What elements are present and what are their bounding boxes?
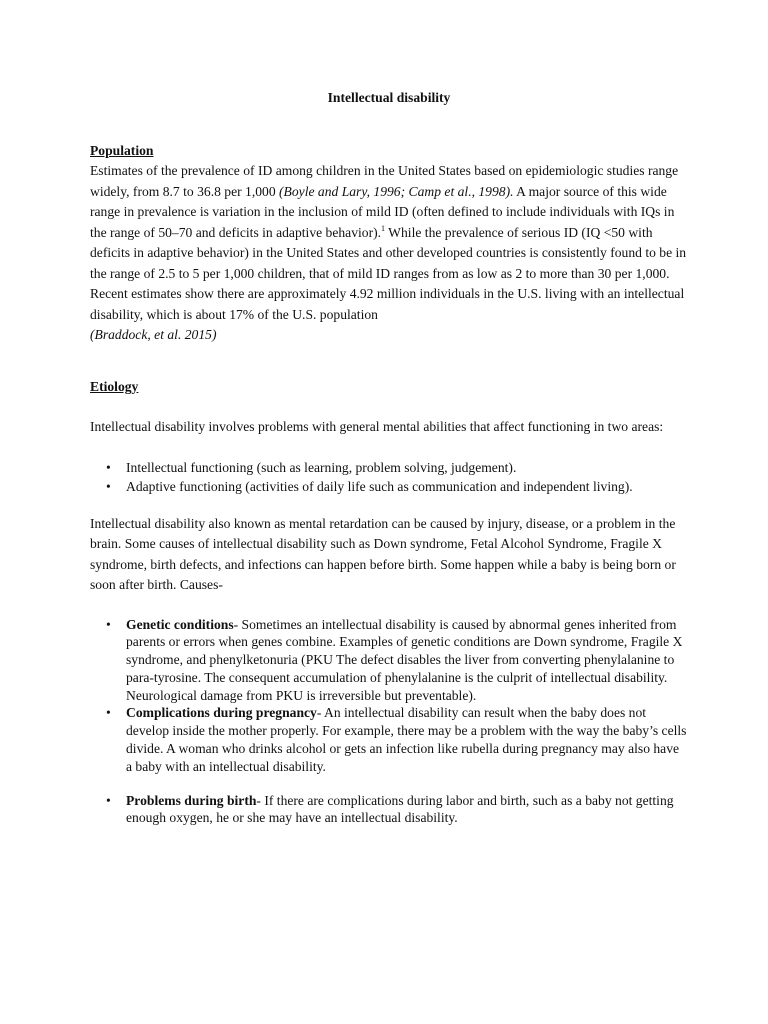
spacer [90, 596, 688, 616]
population-citation-2 [90, 325, 688, 346]
spacer [90, 397, 688, 417]
population-heading: Population [90, 142, 154, 158]
population-text-3: While the prevalence of serious ID (IQ <50 with deficits in adaptive behavior) in the United States and other developed countries is consistently found to be in the range of 2.5 to 5 per 1,000 children, that of mild ID ranges from as low as 2 to more than 30 per 1,000. [90, 224, 687, 281]
cause-label: Complications during pregnancy [126, 705, 317, 721]
list-item: • Adaptive functioning (activities of daily life such as communication and independent living). [126, 477, 688, 496]
etiology-intro: Intellectual disability involves problems with general mental abilities that affect functioning in two areas: [90, 419, 664, 434]
document-title: Intellectual disability [327, 90, 451, 105]
causes-list [90, 616, 688, 828]
spacer [90, 346, 688, 377]
footnote-marker[interactable]: 1 [381, 223, 386, 233]
functioning-areas-list [90, 458, 688, 496]
cause-label: Genetic conditions [126, 616, 234, 632]
population-text-1: Estimates of the prevalence of ID among children in the United States based on epidemiologic studies range widely, from 8.7 to 36.8 per 1,000 [90, 163, 679, 199]
etiology-heading: Etiology [90, 378, 139, 394]
cause-text: - Sometimes an intellectual disability is caused by abnormal genes inherited from parents or errors when genes combine. Examples of genetic conditions are Down syndrome, Fragile X syndrome, and phenylketonuria (PKU The defect disables the liver from converting phenylalanine to para-tyrosine. The consequent accumulation of phenylalanine is the culprit of intellectual disability. Neurological damage from PKU is irreversible but preventable). [126, 616, 683, 703]
cause-text: - An intellectual disability can result when the baby does not develop inside the mother properly. For example, there may be a problem with the way the baby’s cells divide. A woman who drinks alcohol or gets an infection like rubella during pregnancy may also have a baby with an intellectual disability. [126, 705, 687, 774]
cause-genetic [126, 616, 688, 705]
spacer [90, 438, 688, 458]
population-text-2: A major source of this wide range in prevalence is variation in the inclusion of mild ID (often defined to include individuals with IQs in the range of 50–70 and deficits in adaptive behavior). [90, 183, 675, 240]
population-recent-estimates: Recent estimates show there are approximately 4.92 million individuals in the U.S. living with an intellectual disability, which is about 17% of the U.S. population [90, 286, 685, 322]
cause-birth [126, 792, 688, 828]
population-paragraph [90, 161, 688, 284]
causes-intro: Intellectual disability also known as mental retardation can be caused by injury, disease, or a problem in the brain. Some causes of intellectual disability such as Down syndrome, Fetal Alcohol Syndrome, Fragile X syndrome, birth defects, and infections can happen before birth. Some happen while a baby is being born or soon after birth. Causes- [90, 515, 676, 592]
citation-braddock: (Braddock, et al. 2015) [90, 327, 217, 342]
cause-label: Problems during birth [126, 792, 257, 808]
population-citation-1: (Boyle and Lary, 1996; Camp et al., 1998). [279, 183, 514, 199]
list-item: • Intellectual functioning (such as learning, problem solving, judgement). [126, 458, 688, 477]
cause-text: - If there are complications during labor and birth, such as a baby not getting enough oxygen, he or she may have an intellectual disability. [126, 792, 674, 826]
cause-pregnancy [126, 704, 688, 775]
spacer [126, 776, 688, 792]
spacer [90, 496, 688, 514]
